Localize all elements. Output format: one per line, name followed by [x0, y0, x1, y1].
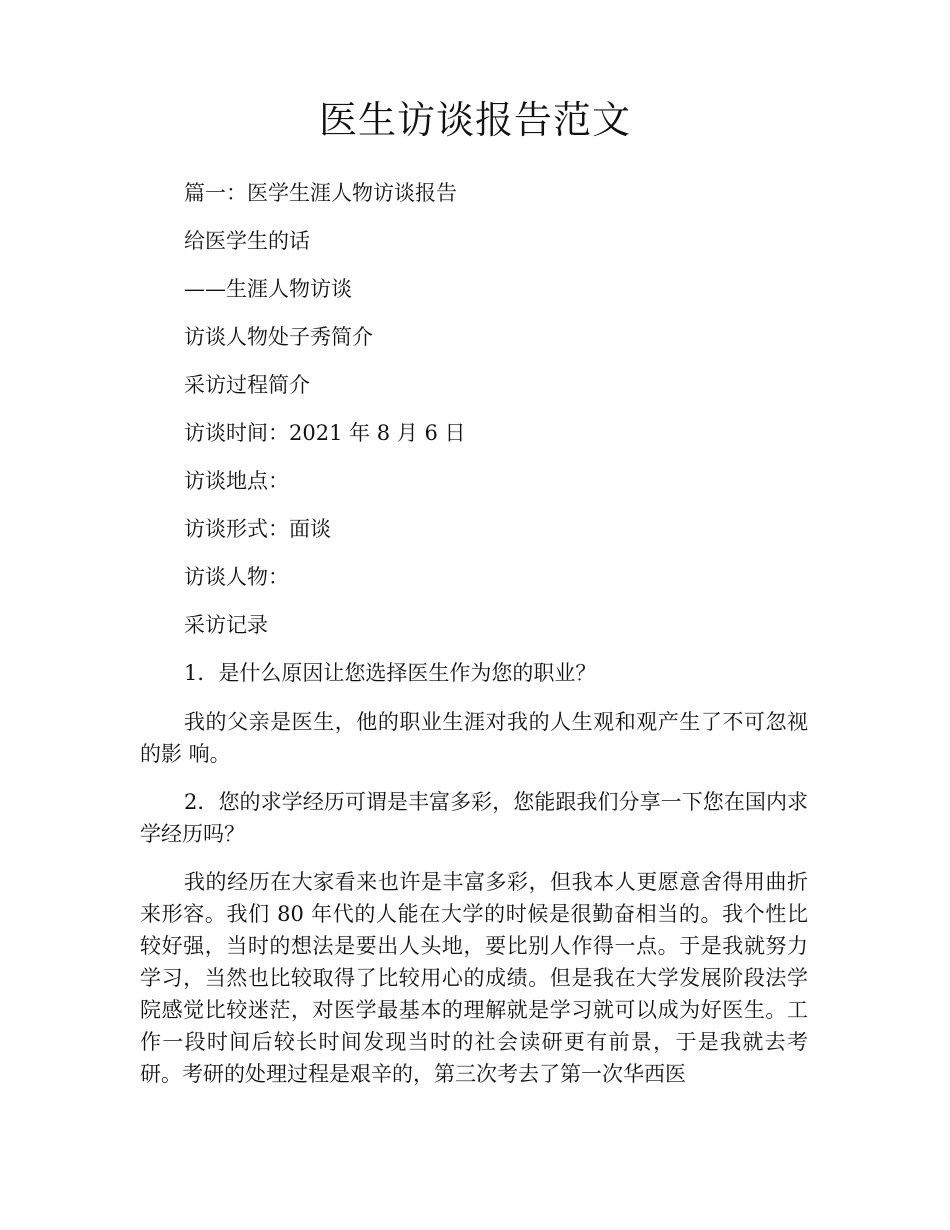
question-2-paragraph: 2．您的求学经历可谓是丰富多彩，您能跟我们分享一下您在国内求学经历吗？	[140, 790, 808, 846]
subtitle-line: 给医学生的话	[184, 229, 310, 253]
record-heading: 采访记录	[184, 613, 268, 637]
interview-format-line: 访谈形式：面谈	[184, 517, 331, 541]
section-heading: 篇一：医学生涯人物访谈报告	[184, 181, 457, 205]
interviewee-line: 访谈人物：	[184, 565, 289, 589]
subtitle-dash-line: ——生涯人物访谈	[184, 277, 352, 301]
answer-1-paragraph: 我的父亲是医生，他的职业生涯对我的人生观和观产生了不可忽视的影 响。	[140, 710, 808, 766]
answer-2-paragraph: 我的经历在大家看来也许是丰富多彩，但我本人更愿意舍得用曲折来形容。我们 80 年代的人能在大学的时候是很勤奋相当的。我个性比较好强，当时的想法是要出人头地，要比别人作得一点。于是我就努力学习，当然也比较取得了比较用心的成绩。但是我在大学发展阶段法学院感觉比较迷茫，对医学最基本的理解就是学习就可以成为好医生。工作一段时间后较长时间发现当时的社会读研更有前景，于是我就去考研。考研的处理过程是艰辛的，第三次考去了第一次华西医	[140, 870, 808, 1086]
process-line: 采访过程简介	[184, 373, 310, 397]
interview-place-line: 访谈地点：	[184, 469, 289, 493]
document-title: 医生访谈报告范文	[318, 98, 631, 142]
interview-time-line: 访谈时间：2021 年 8 月 6 日	[184, 421, 466, 445]
question-1: 1．是什么原因让您选择医生作为您的职业？	[184, 661, 597, 685]
intro-line: 访谈人物处子秀简介	[184, 325, 373, 349]
